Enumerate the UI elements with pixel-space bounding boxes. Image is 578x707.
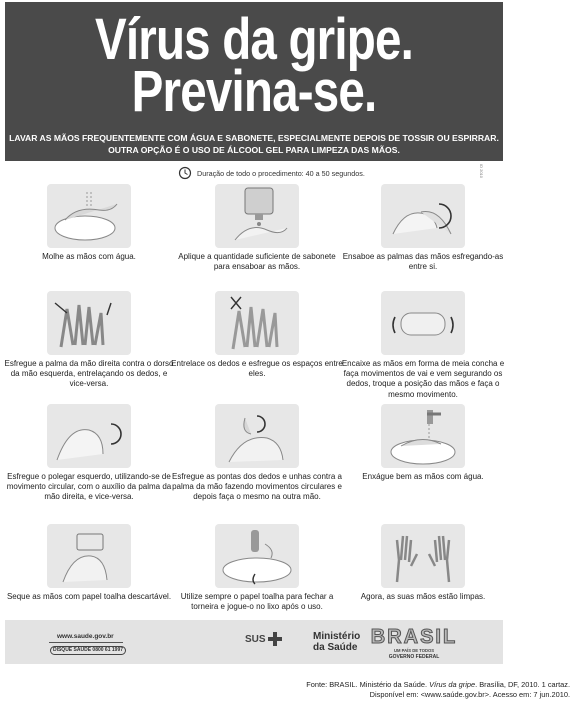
- step-10: [0, 524, 178, 602]
- step-11: [168, 524, 346, 612]
- step-caption: Ensaboe as palmas das mãos esfregando-as entre si.: [342, 252, 504, 272]
- step-2: [168, 184, 346, 272]
- clock-icon: [178, 166, 192, 180]
- step-caption: Agora, as suas mãos estão limpas.: [360, 592, 486, 601]
- soap-dispenser-icon: [215, 184, 299, 248]
- source-line2: Disponível em: <www.saúde.gov.br>. Acesso em: 7 jun.2010.: [369, 690, 570, 699]
- step-caption: Seque as mãos com papel toalha descartável.: [6, 592, 172, 601]
- cupped-hands-icon: [381, 291, 465, 355]
- step-5: [168, 291, 346, 379]
- step-caption: Aplique a quantidade suficiente de sabonete para ensaboar as mãos.: [178, 252, 336, 272]
- divider: [49, 642, 123, 643]
- ministerio-logo: [313, 631, 360, 653]
- palm-over-back-icon: [47, 291, 131, 355]
- step-caption: Esfregue o polegar esquerdo, utilizando-se de movimento circular, com o auxílio da palma da mão direita, e vice-versa.: [6, 472, 172, 502]
- step-caption: Utilize sempre o papel toalha para fechar a torneira e jogue-o no lixo após o uso.: [180, 592, 334, 612]
- dry-hands-icon: [47, 524, 131, 588]
- source-title: Vírus da gripe: [429, 680, 476, 689]
- poster-subtitle-line1: LAVAR AS MÃOS FREQUENTEMENTE COM ÁGUA E SABONETE, ESPECIALMENTE DEPOIS DE TOSSIR OU ESPIRRAR.: [9, 133, 499, 143]
- step-8: [168, 404, 346, 503]
- governo-federal: GOVERNO FEDERAL: [388, 654, 440, 660]
- rub-palms-icon: [381, 184, 465, 248]
- step-caption: Encaixe as mãos em forma de meia concha e faça movimentos de vai e vem segurando os dedos, troque a posição das mãos e faça o mesmo movimento.: [341, 359, 505, 399]
- rinse-hands-icon: [381, 404, 465, 468]
- cross-icon: [268, 632, 282, 646]
- sus-logo: [245, 632, 282, 646]
- duration-text: Duração de todo o procedimento: 40 a 50 segundos.: [197, 168, 365, 178]
- sus-text: SUS: [245, 633, 266, 645]
- step-4: [0, 291, 178, 390]
- poster-title-line1: Vírus da gripe.: [94, 7, 414, 72]
- step-7: [0, 404, 178, 503]
- step-6: [334, 291, 512, 400]
- ministerio-line2: da Saúde: [313, 642, 358, 653]
- close-tap-icon: [215, 524, 299, 588]
- step-12: [334, 524, 512, 602]
- brasil-tagline: UM PAÍS DE TODOS: [393, 648, 435, 653]
- step-caption: Esfregue as pontas dos dedos e unhas contra a palma da mão fazendo movimentos circulares e depois faça o mesmo na outra mão.: [172, 472, 342, 502]
- step-caption: Entrelace os dedos e esfregue os espaços entre eles.: [171, 359, 343, 379]
- interlace-fingers-icon: [215, 291, 299, 355]
- step-caption: Enxágue bem as mãos com água.: [362, 472, 484, 481]
- side-code: ID 2010: [479, 164, 484, 179]
- step-3: [334, 184, 512, 272]
- step-caption: Molhe as mãos com água.: [42, 252, 136, 261]
- wet-hands-icon: [47, 184, 131, 248]
- source-citation: [306, 680, 570, 700]
- step-9: [334, 404, 512, 482]
- step-caption: Esfregue a palma da mão direita contra o dorso da mão esquerda, entrelaçando os dedos, e vice-versa.: [4, 359, 174, 389]
- source-line1: [306, 680, 570, 690]
- brasil-logo: [370, 626, 458, 660]
- source-suffix: . Brasília, DF, 2010. 1 cartaz.: [475, 680, 570, 689]
- website-url: www.saude.gov.br: [57, 633, 114, 640]
- fingertips-icon: [215, 404, 299, 468]
- procedure-duration: [178, 166, 365, 180]
- brasil-word: BRASIL: [370, 626, 458, 648]
- poster-footer: [5, 620, 503, 664]
- poster-title-line2: Previna-se.: [131, 59, 377, 124]
- ministerio-line1: Ministério: [313, 631, 361, 642]
- rub-thumb-icon: [47, 404, 131, 468]
- clean-hands-icon: [381, 524, 465, 588]
- step-1: [0, 184, 178, 262]
- disque-saude-badge: DISQUE SAÚDE 0800 61 1997: [50, 646, 126, 655]
- title-banner: [5, 2, 503, 161]
- poster-subtitle-line2: OUTRA OPÇÃO É O USO DE ÁLCOOL GEL PARA LIMPEZA DAS MÃOS.: [108, 145, 400, 155]
- source-prefix: Fonte: BRASIL. Ministério da Saúde.: [306, 680, 430, 689]
